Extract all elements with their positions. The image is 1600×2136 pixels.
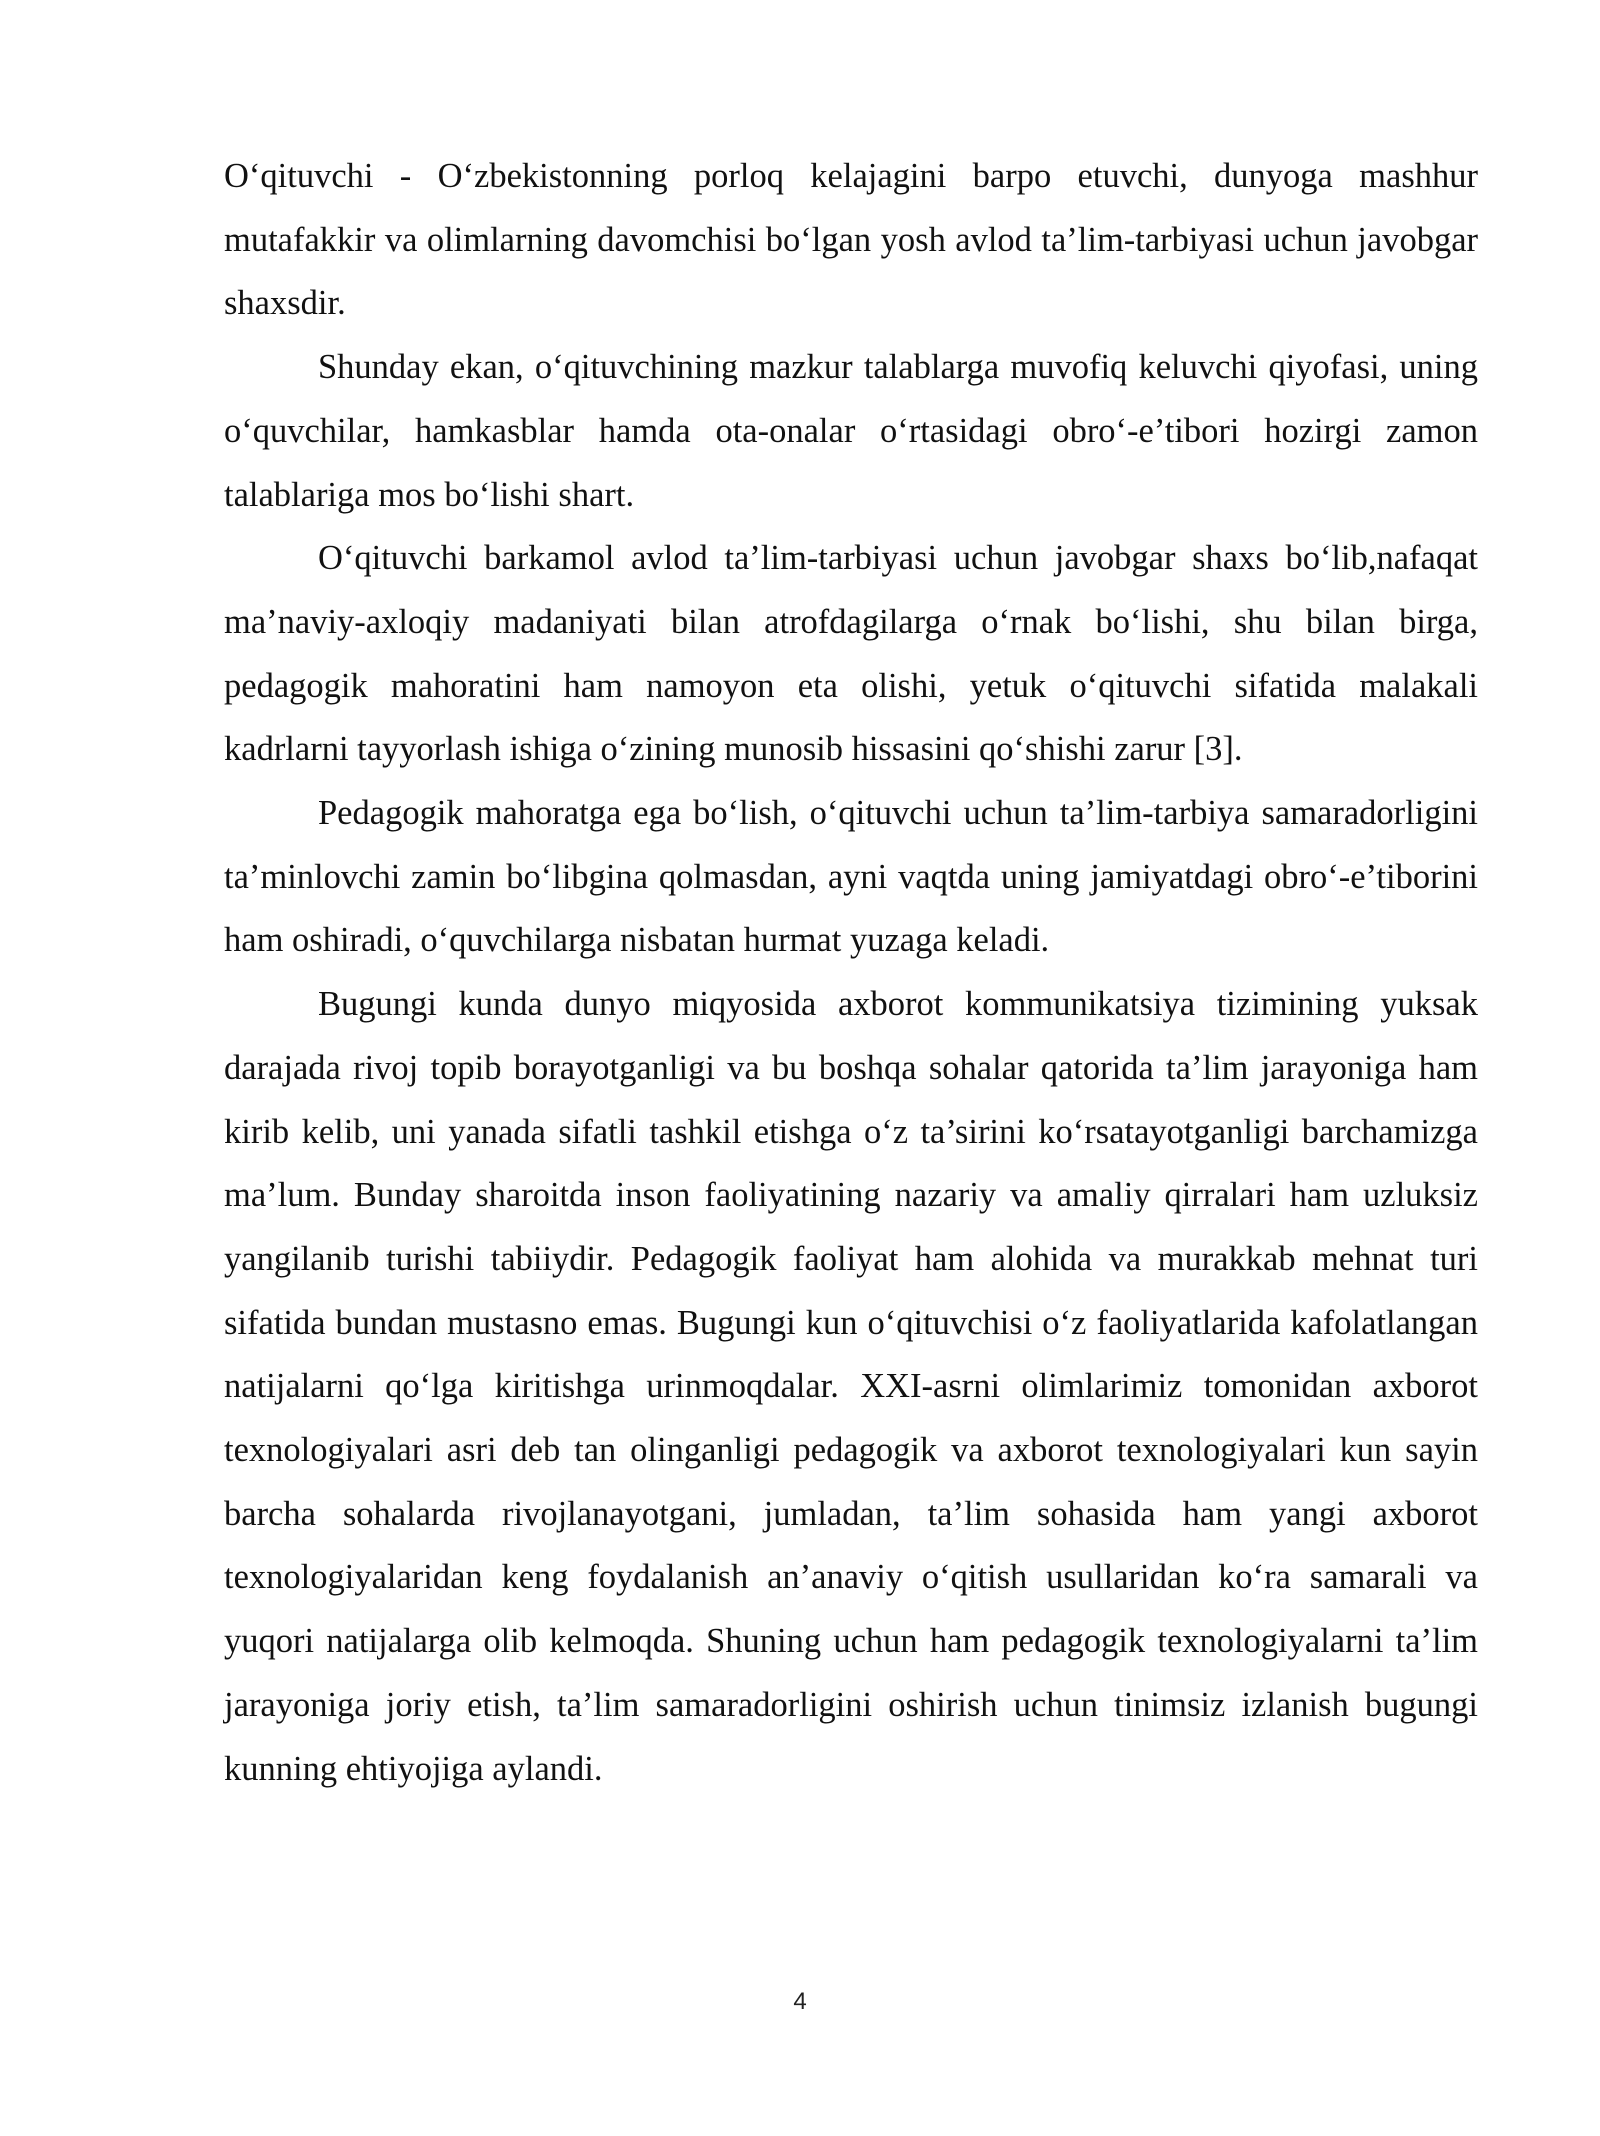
paragraph-teacher-definition: O‘qituvchi - O‘zbekistonning porloq kelajagini barpo etuvchi, dunyoga mashhur mutafakkir va olimlarning davomchisi bo‘lgan yosh avlod ta’lim-tarbiyasi uchun javobgar shaxsdir. — [224, 157, 1478, 323]
paragraph-teacher-image: Shunday ekan, o‘qituvchining mazkur talablarga muvofiq keluvchi qiyofasi, uning o‘quvchilar, hamkasblar hamda ota-onalar o‘rtasidagi obro‘-e’tibori hozirgi zamon talablariga mos bo‘lishi shart. — [224, 348, 1478, 514]
page-number: 4 — [793, 1988, 807, 2015]
paragraph-information-technology: Bugungi kunda dunyo miqyosida axborot kommunikatsiya tizimining yuksak darajada rivoj topib borayotganligi va bu boshqa sohalar qatorida ta’lim jarayoniga ham kirib kelib, uni yanada sifatli tashkil etishga o‘z ta’sirini ko‘rsatayotganligi barchamizga ma’lum. Bunday sharoitda inson faoliyatining nazariy va amaliy qirralari ham uzluksiz yangilanib turishi tabiiydir. Pedagogik faoliyat ham alohida va murakkab mehnat turi sifatida bundan mustasno emas. Bugungi kun o‘qituvchisi o‘z faoliyatlarida kafolatlangan natijalarni qo‘lga kiritishga urinmoqdalar. XXI-asrni olimlarimiz tomonidan axborot texnologiyalari asri deb tan olinganligi pedagogik va axborot texnologiyalari kun sayin barcha sohalarda rivojlanayotgani, jumladan, ta’lim sohasida ham yangi axborot texnologiyalaridan keng foydalanish an’anaviy o‘qitish usullaridan ko‘ra samarali va yuqori natijalarga olib kelmoqda. Shuning uchun ham pedagogik texnologiyalarni ta’lim jarayoniga joriy etish, ta’lim samaradorligini oshirish uchun tinimsiz izlanish bugungi kunning ehtiyojiga aylandi. — [224, 985, 1478, 1788]
paragraph-pedagogical-mastery: Pedagogik mahoratga ega bo‘lish, o‘qituvchi uchun ta’lim-tarbiya samaradorligini ta’minlovchi zamin bo‘libgina qolmasdan, ayni vaqtda uning jamiyatdagi obro‘-e’tiborini ham oshiradi, o‘quvchilarga nisbatan hurmat yuzaga keladi. — [224, 794, 1478, 960]
document-body — [224, 145, 1478, 1801]
paragraph-teacher-responsibility: O‘qituvchi barkamol avlod ta’lim-tarbiyasi uchun javobgar shaxs bo‘lib,nafaqat ma’naviy-axloqiy madaniyati bilan atrofdagilarga o‘rnak bo‘lishi, shu bilan birga, pedagogik mahoratini ham namoyon eta olishi, yetuk o‘qituvchi sifatida malakali kadrlarni tayyorlash ishiga o‘zining munosib hissasini qo‘shishi zarur [3]. — [224, 539, 1478, 769]
